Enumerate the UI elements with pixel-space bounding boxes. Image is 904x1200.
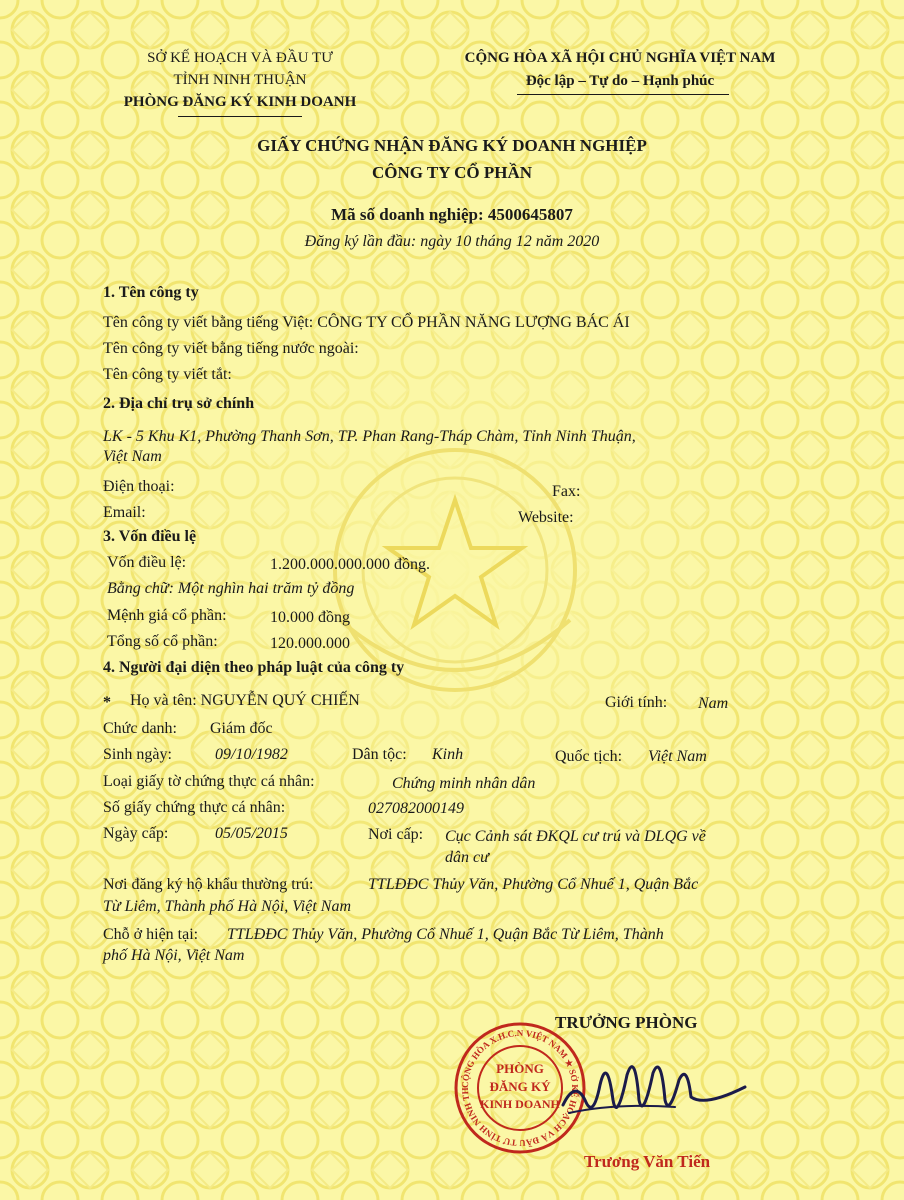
section4-heading: 4. Người đại diện theo pháp luật của công ty bbox=[103, 659, 405, 676]
par-value: 10.000 đồng bbox=[270, 609, 350, 626]
nationality-label: Quốc tịch: bbox=[555, 748, 623, 765]
section2-heading: 2. Địa chỉ trụ sở chính bbox=[103, 395, 255, 412]
total-shares-label: Tổng số cổ phần: bbox=[107, 633, 218, 650]
current-address-line1: TTLĐĐC Thủy Văn, Phường Cổ Nhuế 1, Quận Bắc Từ Liêm, Thành bbox=[227, 926, 664, 943]
issue-place-label: Nơi cấp: bbox=[368, 826, 424, 843]
dob-label: Sinh ngày: bbox=[103, 746, 172, 763]
company-name-foreign: Tên công ty viết bằng tiếng nước ngoài: bbox=[103, 340, 359, 357]
header-motto: Độc lập – Tự do – Hạnh phúc bbox=[525, 73, 715, 89]
bullet-marker: * bbox=[103, 694, 111, 711]
header-ministry: SỞ KẾ HOẠCH VÀ ĐẦU TƯ bbox=[147, 50, 333, 66]
phone-label: Điện thoại: bbox=[103, 478, 175, 495]
permanent-address-label: Nơi đăng ký hộ khẩu thường trú: bbox=[103, 876, 314, 893]
website-label: Website: bbox=[518, 509, 574, 526]
nationality-value: Việt Nam bbox=[648, 748, 707, 765]
id-type-label: Loại giấy tờ chứng thực cá nhân: bbox=[103, 773, 315, 790]
current-address-label: Chỗ ở hiện tại: bbox=[103, 926, 199, 943]
current-address-line2: phố Hà Nội, Việt Nam bbox=[103, 947, 245, 964]
tax-code: Mã số doanh nghiệp: 4500645807 bbox=[331, 205, 573, 224]
stamp-line2: ĐĂNG KÝ bbox=[489, 1079, 551, 1094]
issue-date-label: Ngày cấp: bbox=[103, 825, 169, 842]
stamp-line1: PHÒNG bbox=[496, 1061, 544, 1076]
id-type-value: Chứng minh nhân dân bbox=[392, 775, 536, 792]
total-shares-value: 120.000.000 bbox=[270, 635, 350, 652]
stamp-ring-text: CỘNG HÒA X.H.C.N VIỆT NAM ★ SỞ KẾ HOẠCH VÀ ĐẦU TƯ TỈNH NINH TH bbox=[459, 1027, 581, 1149]
header-province: TỈNH NINH THUẬN bbox=[173, 72, 307, 88]
signature-title: TRƯỞNG PHÒNG bbox=[555, 1013, 698, 1032]
capital-label: Vốn điều lệ: bbox=[107, 554, 187, 571]
fax-label: Fax: bbox=[552, 483, 581, 500]
id-number-label: Số giấy chứng thực cá nhân: bbox=[103, 799, 286, 816]
header-right-divider bbox=[517, 94, 729, 95]
position-label: Chức danh: bbox=[103, 720, 177, 737]
section3-heading: 3. Vốn điều lệ bbox=[103, 528, 197, 545]
representative-name: Họ và tên: NGUYỄN QUÝ CHIẾN bbox=[130, 692, 360, 709]
company-name-short: Tên công ty viết tắt: bbox=[103, 366, 232, 383]
ethnic-value: Kinh bbox=[432, 746, 464, 763]
address-line1: LK - 5 Khu K1, Phường Thanh Sơn, TP. Phan Rang-Tháp Chàm, Tỉnh Ninh Thuận, bbox=[103, 428, 636, 445]
stamp-line3: KINH DOANH bbox=[480, 1097, 560, 1111]
gender-label: Giới tính: bbox=[605, 694, 668, 711]
email-label: Email: bbox=[103, 504, 146, 521]
permanent-address-line2: Từ Liêm, Thành phố Hà Nội, Việt Nam bbox=[103, 898, 351, 915]
par-value-label: Mệnh giá cổ phần: bbox=[107, 607, 227, 624]
issue-date-value: 05/05/2015 bbox=[215, 825, 288, 842]
capital-value: 1.200.000.000.000 đồng. bbox=[270, 556, 430, 573]
document-title: GIẤY CHỨNG NHẬN ĐĂNG KÝ DOANH NGHIỆP bbox=[257, 136, 647, 155]
position-value: Giám đốc bbox=[210, 720, 273, 737]
ethnic-label: Dân tộc: bbox=[352, 746, 407, 763]
issue-place-line2: dân cư bbox=[445, 849, 489, 866]
address-line2: Việt Nam bbox=[103, 448, 162, 465]
first-registration: Đăng ký lần đầu: ngày 10 tháng 12 năm 2020 bbox=[304, 233, 600, 250]
header-country: CỘNG HÒA XÃ HỘI CHỦ NGHĨA VIỆT NAM bbox=[464, 50, 776, 66]
company-type: CÔNG TY CỔ PHẦN bbox=[371, 163, 533, 182]
signer-name: Trương Văn Tiến bbox=[584, 1152, 711, 1171]
permanent-address-line1: TTLĐĐC Thủy Văn, Phường Cổ Nhuế 1, Quận Bắc bbox=[368, 876, 699, 893]
id-number-value: 027082000149 bbox=[368, 800, 464, 817]
header-office: PHÒNG ĐĂNG KÝ KINH DOANH bbox=[123, 94, 357, 110]
section1-heading: 1. Tên công ty bbox=[103, 284, 199, 301]
handwritten-signature bbox=[555, 1045, 765, 1130]
gender-value: Nam bbox=[698, 695, 729, 712]
header-left-divider bbox=[178, 116, 302, 117]
capital-in-words: Bằng chữ: Một nghìn hai trăm tỷ đồng bbox=[107, 580, 355, 597]
issue-place-line1: Cục Cảnh sát ĐKQL cư trú và DLQG về bbox=[445, 828, 706, 845]
dob-value: 09/10/1982 bbox=[215, 746, 288, 763]
company-name-vn: Tên công ty viết bằng tiếng Việt: CÔNG TY CỔ PHẦN NĂNG LƯỢNG BÁC ÁI bbox=[103, 314, 630, 331]
